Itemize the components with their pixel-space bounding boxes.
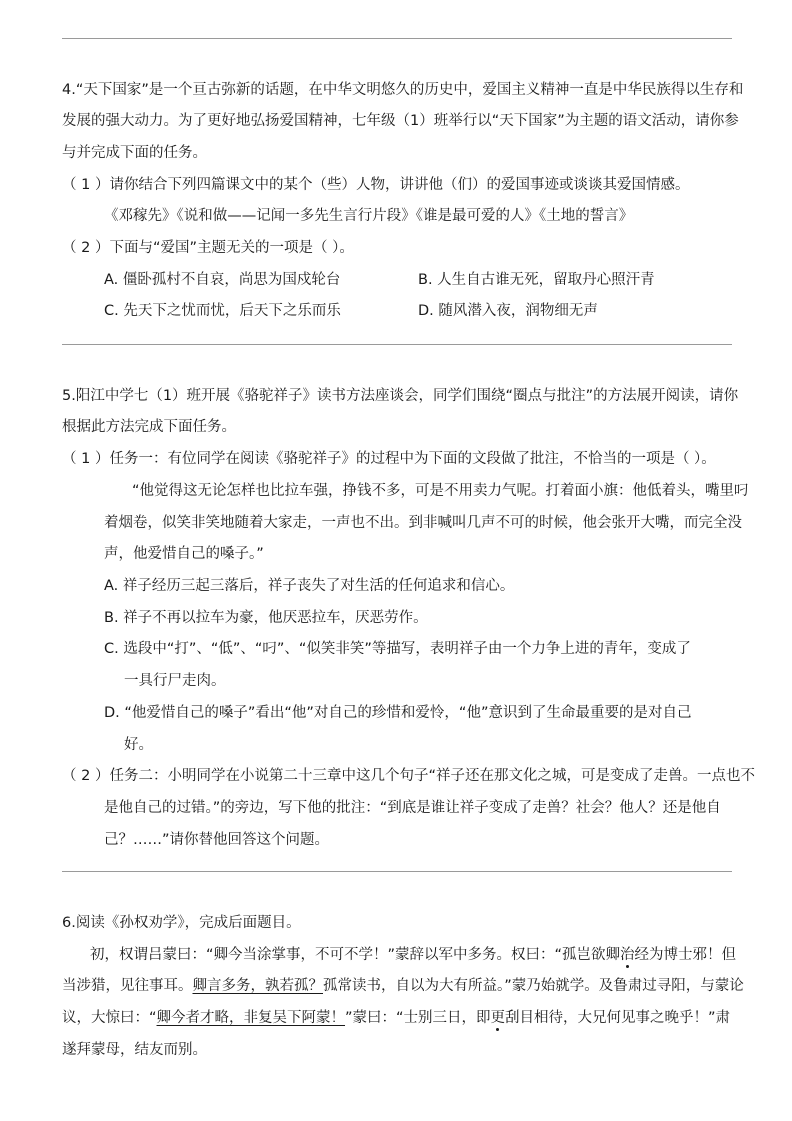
passage-text: 刮目相待，大兄何见事之晚乎！”肃 [505, 1010, 731, 1026]
q5-option-b: B. 祥子不再以拉车为豪，他厌恶拉车，厌恶劳作。 [104, 610, 428, 626]
passage-text: 孤常读书，自以为大有所益。”蒙乃始就学。及鲁肃过寻阳，与蒙论 [323, 978, 744, 994]
q5-option-d-line-2: 好。 [124, 737, 153, 753]
top-divider [62, 38, 732, 39]
q4-stem-line-3: 与并完成下面的任务。 [62, 145, 207, 161]
q4-option-a: A. 僵卧孤村不自哀，尚思为国戍轮台 [104, 272, 341, 288]
q5-task2-line-1: （ 2 ）任务二：小明同学在小说第二十三章中这几个句子“祥子还在那文化之城，可是变成了走兽。一点也不 [62, 768, 755, 784]
q4-text-titles: 《邓稼先》《说和做——记闻一多先生言行片段》《谁是最可爱的人》《土地的誓言》 [104, 208, 634, 224]
q5-quote-line-2: 着烟卷，似笑非笑地随着大家走，一声也不出。到非喊叫几声不可的时候，他会张开大嘴，而完全没 [104, 515, 742, 531]
q5-option-d-line-1: D. “他爱惜自己的嗓子”看出“他”对自己的珍惜和爱怜，“他”意识到了生命最重要的是对自己 [104, 705, 692, 721]
divider-q4-q5 [62, 344, 732, 345]
passage-text: 当涉猎，见往事耳。 [62, 978, 193, 994]
q5-task2-line-2: 是他自己的过错。”的旁边，写下他的批注：“到底是谁让祥子变成了走兽？社会？他人？还是他自 [104, 800, 721, 816]
q5-option-c-line-1: C. 选段中“打”、“低”、“叼”、“似笑非笑”等描写，表明祥子由一个力争上进的青年，变成了 [104, 641, 691, 657]
q6-stem: 6.阅读《孙权劝学》，完成后面题目。 [62, 915, 301, 931]
q4-stem-line-2: 发展的强大动力。为了更好地弘扬爱国精神，七年级（1）班举行以“天下国家”为主题的语文活动，请你参 [62, 113, 739, 129]
q4-option-d: D. 随风潜入夜，润物细无声 [418, 303, 598, 319]
q5-stem-line-2: 根据此方法完成下面任务。 [62, 419, 236, 435]
passage-text: 经为博士邪！但 [634, 947, 737, 963]
q5-option-c-line-2: 一具行尸走肉。 [124, 673, 226, 689]
q5-option-a: A. 祥子经历三起三落后，祥子丧失了对生活的任何追求和信心。 [104, 578, 515, 594]
q6-passage-line-4: 遂拜蒙母，结友而别。 [62, 1042, 207, 1058]
divider-q5-q6 [62, 871, 732, 872]
passage-text: 议，大惊曰：“ [62, 1010, 157, 1026]
q6-passage-line-2 [62, 976, 744, 996]
q4-part1: （ 1 ）请你结合下列四篇课文中的某个（些）人物，讲讲他（们）的爱国事迹或谈谈其爱国情感。 [62, 177, 690, 193]
q4-option-b: B. 人生自古谁无死，留取丹心照汗青 [418, 272, 655, 288]
q5-quote-line-3: 声，他爱惜自己的嗓子。” [104, 546, 264, 562]
q5-stem-line-1: 5.阳江中学七（1）班开展《骆驼祥子》读书方法座谈会，同学们围绕“圈点与批注”的方法展开阅读，请你 [62, 388, 739, 404]
passage-text: 初，权谓吕蒙曰：“卿今当涂掌事，不可不学！”蒙辞以军中多务。权曰：“孤岂欲卿 [90, 947, 621, 963]
underlined-sentence: 卿言多务，孰若孤？ [192, 978, 323, 994]
q5-task1: （ 1 ）任务一：有位同学在阅读《骆驼祥子》的过程中为下面的文段做了批注，不恰当的一项是（ ）。 [62, 451, 716, 467]
q6-passage-line-1 [90, 945, 736, 965]
underlined-sentence: 卿今者才略，非复吴下阿蒙！ [156, 1010, 346, 1026]
passage-text: ”蒙曰：“士别三日，即 [345, 1010, 491, 1026]
dotted-char: 治 [620, 947, 635, 963]
dotted-char: 更 [490, 1010, 506, 1026]
q5-task2-line-3: 己？……”请你替他回答这个问题。 [104, 832, 330, 848]
q4-stem-line-1: 4.“天下国家”是一个亘古弥新的话题，在中华文明悠久的历史中，爱国主义精神一直是中华民族得以生存和 [62, 82, 744, 98]
q4-part2: （ 2 ）下面与“爱国”主题无关的一项是（ ）。 [62, 240, 354, 256]
q5-quote-line-1: “他觉得这无论怎样也比拉车强，挣钱不多，可是不用卖力气呢。打着面小旗：他低着头，嘴里叼 [132, 483, 749, 499]
q4-option-c: C. 先天下之忧而忧，后天下之乐而乐 [104, 303, 341, 319]
q6-passage-line-3 [62, 1008, 730, 1028]
